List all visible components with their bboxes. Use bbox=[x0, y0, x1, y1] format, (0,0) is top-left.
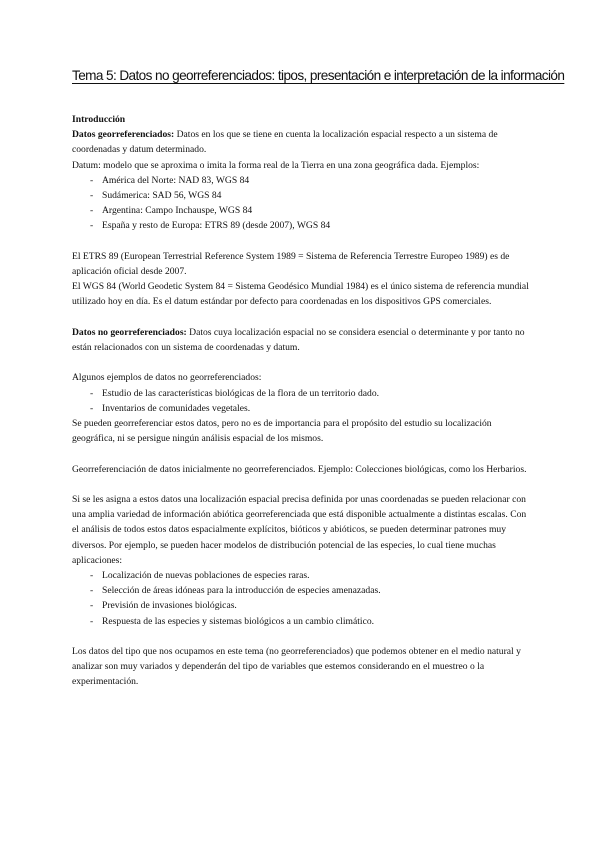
nongeoref-georef-text: Se pueden georreferenciar estos datos, pero no es de importancia para el propósito del estudio su localización geográfica, ni se persigue ningún análisis espacial de los mismos. bbox=[72, 418, 492, 445]
list-item: - Estudio de las características biológicas de la flora de un territorio dado. bbox=[72, 386, 532, 401]
etrs-text: El ETRS 89 (European Terrestrial Reference System 1989 = Sistema de Referencia Terrestre Europeo 1989) es de aplicación oficial desde 2007. bbox=[72, 250, 510, 278]
list-item: - Previsión de invasiones biológicas. bbox=[72, 598, 532, 613]
list-item: - Selección de áreas idóneas para la introducción de especies amenazadas. bbox=[72, 583, 532, 598]
nongeoref-examples-list bbox=[72, 386, 532, 416]
datum-text: Datum: modelo que se aproxima o imita la forma real de la Tierra en una zona geográfica dada. Ejemplos: bbox=[72, 159, 480, 171]
georeferencing-text: Georreferenciación de datos inicialmente no georreferenciados. Ejemplo: Colecciones biológicas, como los Herbarios. bbox=[72, 463, 527, 475]
applications-list bbox=[72, 568, 532, 629]
nongeoref-definition bbox=[72, 325, 532, 355]
list-item: - Inventarios de comunidades vegetales. bbox=[72, 401, 532, 416]
document-body bbox=[72, 112, 532, 690]
georef-definition bbox=[72, 127, 532, 157]
georef-label: Datos georreferenciados: bbox=[72, 129, 175, 141]
list-item: - América del Norte: NAD 83, WGS 84 bbox=[72, 173, 532, 188]
list-item: - Argentina: Campo Inchauspe, WGS 84 bbox=[72, 203, 532, 218]
nongeoref-label: Datos no georreferenciados: bbox=[72, 326, 187, 338]
datum-examples-list bbox=[72, 173, 532, 234]
list-item: - España y resto de Europa: ETRS 89 (desde 2007), WGS 84 bbox=[72, 218, 532, 233]
closing-text: Los datos del tipo que nos ocupamos en este tema (no georreferenciados) que podemos obtener en el medio natural y analizar son muy variados y dependerán del tipo de variables que estemos considerando en el muestreo o la experimentación. bbox=[72, 646, 521, 688]
nongeoref-examples-intro: Algunos ejemplos de datos no georreferenciados: bbox=[72, 372, 262, 384]
list-item: - Sudámerica: SAD 56, WGS 84 bbox=[72, 188, 532, 203]
list-item: - Respuesta de las especies y sistemas biológicos a un cambio climático. bbox=[72, 614, 532, 629]
georeferencing-detail: Si se les asigna a estos datos una localización espacial precisa definida por unas coordenadas se pueden relacionar con una amplia variedad de información abiótica georreferenciada que está disponible actualmente a distintas escalas. Con el análisis de todos estos datos espacialmente explícitos, bióticos y abióticos, se pueden determinar patrones muy diversos. Por ejemplo, se pueden hacer modelos de distribución potencial de las especies, lo cual tiene muchas aplicaciones: bbox=[72, 494, 527, 566]
page-title: Tema 5: Datos no georreferenciados: tipos, presentación e interpretación de la información bbox=[72, 68, 565, 83]
nongeoref-text: Datos cuya localización espacial no se considera esencial o determinante y por tanto no están relacionados con un sistema de coordenadas y datum. bbox=[72, 326, 525, 354]
intro-heading: Introducción bbox=[72, 114, 126, 125]
wgs-text: El WGS 84 (World Geodetic System 84 = Sistema Geodésico Mundial 1984) es el único sistema de referencia mundial utilizado hoy en día. Es el datum estándar por defecto para coordenadas en los dispositivos GPS comerciales. bbox=[72, 281, 529, 308]
georef-text: Datos en los que se tiene en cuenta la localización espacial respecto a un sistema de coordenadas y datum determinado. bbox=[72, 129, 498, 156]
list-item: - Localización de nuevas poblaciones de especies raras. bbox=[72, 568, 532, 583]
